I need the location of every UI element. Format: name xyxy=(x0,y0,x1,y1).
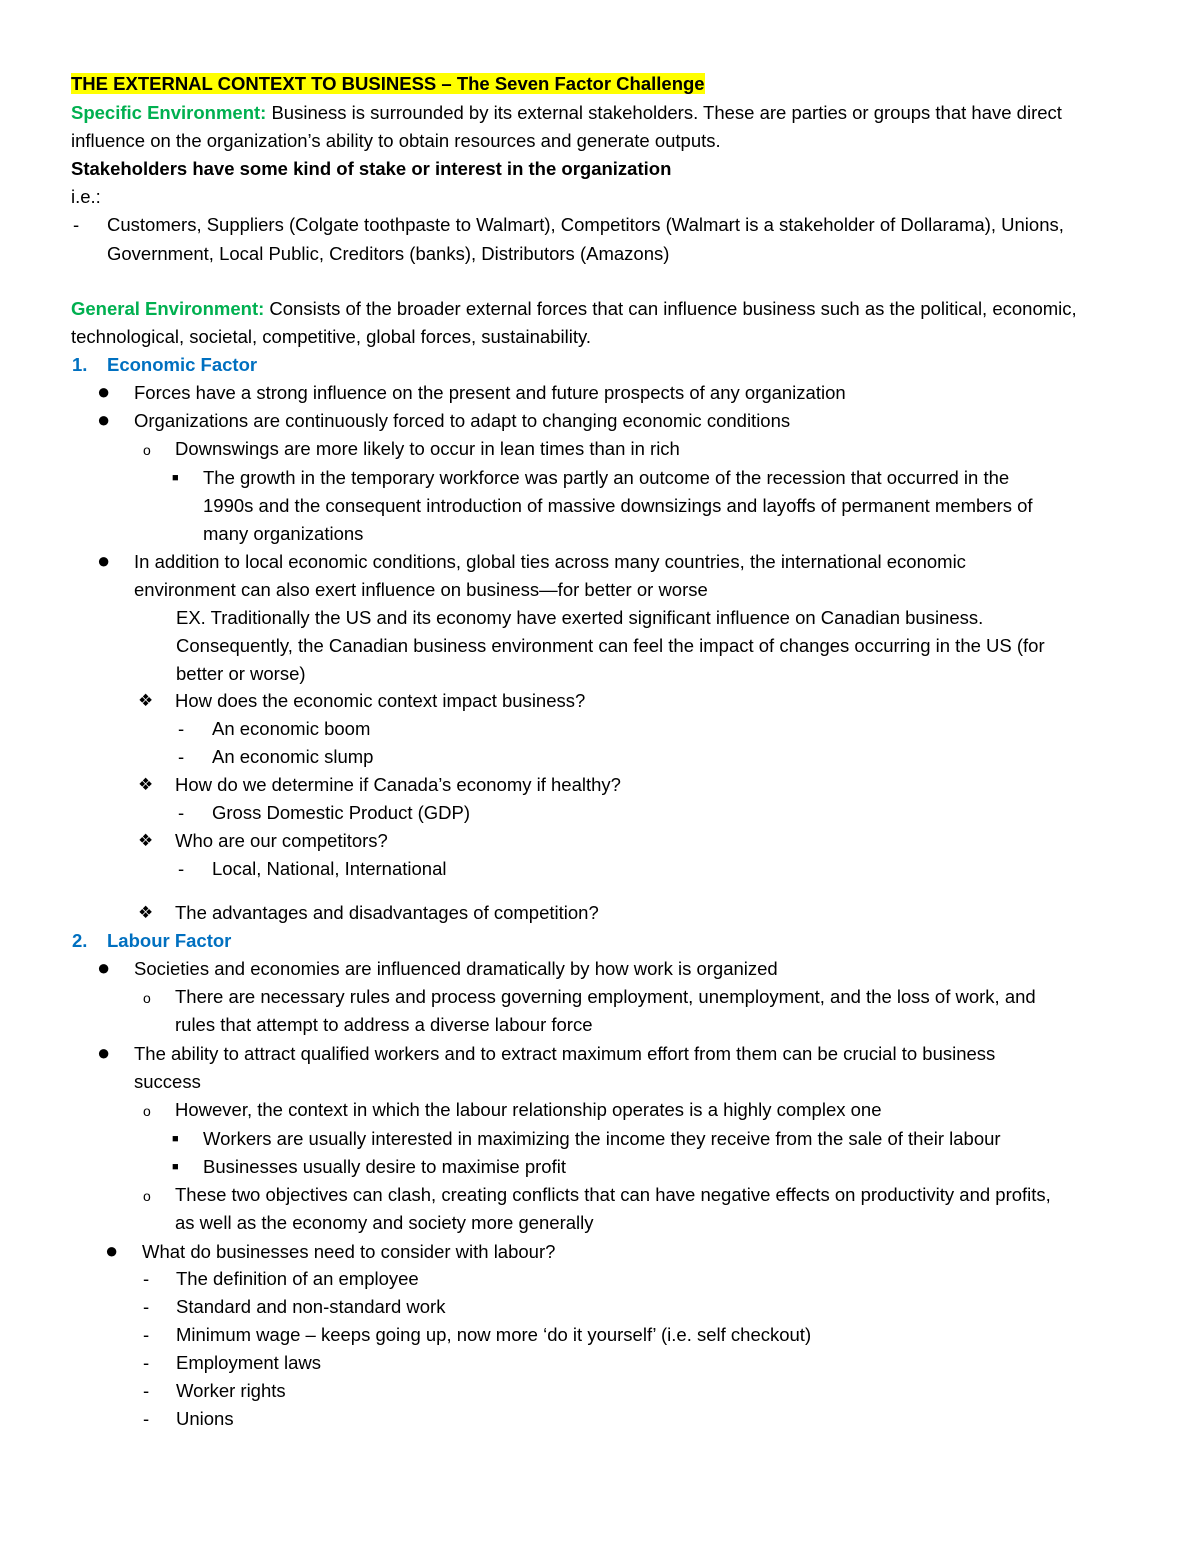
labour-consideration-item: The definition of an employee xyxy=(176,1268,419,1289)
ie-label: i.e.: xyxy=(71,186,101,207)
specific-environment-label: Specific Environment: xyxy=(71,102,267,123)
economic-bullet-1: Forces have a strong influence on the present and future prospects of any organization xyxy=(134,382,846,403)
example-line-2: Consequently, the Canadian business environment can feel the impact of changes occurring in the US (for xyxy=(176,635,1045,656)
answer-gdp: Gross Domestic Product (GDP) xyxy=(212,802,471,823)
labour-consideration-item: Worker rights xyxy=(176,1380,286,1401)
question-competition: The advantages and disadvantages of competition? xyxy=(175,902,599,923)
dash-marker: - xyxy=(143,1352,150,1373)
bullet-icon: ● xyxy=(105,1238,119,1263)
labour-bullet-3: What do businesses need to consider with labour? xyxy=(142,1241,556,1262)
labour-consideration-item: Employment laws xyxy=(176,1352,321,1373)
circle-bullet-icon: o xyxy=(143,990,151,1006)
square-bullet-icon: ■ xyxy=(172,1133,179,1145)
general-environment-line-1: General Environment: Consists of the broader external forces that can influence business such as the political, economic, xyxy=(71,298,1077,319)
general-environment-label: General Environment: xyxy=(71,298,265,319)
labour-sub-bullet-1-line-2: rules that attempt to address a diverse labour force xyxy=(175,1014,593,1035)
economic-detail-line-2: 1990s and the consequent introduction of massive downsizings and layoffs of permanent members of xyxy=(203,495,1033,516)
dash-marker: - xyxy=(143,1408,150,1429)
example-line-3: better or worse) xyxy=(176,663,306,684)
economic-sub-bullet-1: Downswings are more likely to occur in lean times than in rich xyxy=(175,438,680,459)
answer-economic-slump: An economic slump xyxy=(212,746,374,767)
labour-sub-bullet-3-line-1: These two objectives can clash, creating conflicts that can have negative effects on productivity and profits, xyxy=(175,1184,1051,1205)
bullet-icon: ● xyxy=(97,407,111,432)
question-competitors: Who are our competitors? xyxy=(175,830,388,851)
question-economy-healthy: How do we determine if Canada’s economy if healthy? xyxy=(175,774,621,795)
dash-marker: - xyxy=(178,746,185,767)
dash-marker: - xyxy=(143,1296,150,1317)
dash-marker: - xyxy=(143,1324,150,1345)
specific-environment-line-1: Specific Environment: Business is surrounded by its external stakeholders. These are parties or groups that have direct xyxy=(71,102,1062,123)
section-title-economic-factor: Economic Factor xyxy=(107,354,258,375)
economic-detail-line-1: The growth in the temporary workforce was partly an outcome of the recession that occurred in the xyxy=(203,467,1010,488)
bullet-icon: ● xyxy=(97,379,111,404)
circle-bullet-icon: o xyxy=(143,442,151,458)
document-title: THE EXTERNAL CONTEXT TO BUSINESS – The Seven Factor Challenge xyxy=(71,73,705,94)
section-number-2: 2. xyxy=(72,930,88,951)
stakeholder-list-line-1: Customers, Suppliers (Colgate toothpaste to Walmart), Competitors (Walmart is a stakeholder of Dollarama), Unions, xyxy=(107,214,1064,235)
dash-marker: - xyxy=(143,1268,150,1289)
labour-consideration-item: Standard and non-standard work xyxy=(176,1296,446,1317)
labour-consideration-item: Unions xyxy=(176,1408,234,1429)
labour-consideration-item: Minimum wage – keeps going up, now more ‘do it yourself’ (i.e. self checkout) xyxy=(176,1324,812,1345)
economic-detail-line-3: many organizations xyxy=(203,523,364,544)
square-bullet-icon: ■ xyxy=(172,1161,179,1173)
dash-marker: - xyxy=(178,858,185,879)
dash-marker: - xyxy=(178,718,185,739)
circle-bullet-icon: o xyxy=(143,1188,151,1204)
diamond-bullet-icon: ❖ xyxy=(138,691,154,710)
diamond-bullet-icon: ❖ xyxy=(138,903,154,922)
section-number-1: 1. xyxy=(72,354,88,375)
general-environment-line-2: technological, societal, competitive, global forces, sustainability. xyxy=(71,326,591,347)
labour-sub-bullet-3-line-2: as well as the economy and society more generally xyxy=(175,1212,594,1233)
labour-sub-bullet-1-line-1: There are necessary rules and process governing employment, unemployment, and the loss of work, and xyxy=(175,986,1036,1007)
example-line-1: EX. Traditionally the US and its economy have exerted significant influence on Canadian business. xyxy=(176,607,984,628)
section-title-labour-factor: Labour Factor xyxy=(107,930,232,951)
dash-marker: - xyxy=(178,802,185,823)
labour-sub-bullet-2: However, the context in which the labour relationship operates is a highly complex one xyxy=(175,1099,882,1120)
economic-bullet-3-line-1: In addition to local economic conditions, global ties across many countries, the international economic xyxy=(134,551,966,572)
answer-economic-boom: An economic boom xyxy=(212,718,371,739)
economic-bullet-3-line-2: environment can also exert influence on business—for better or worse xyxy=(134,579,708,600)
labour-bullet-2-line-1: The ability to attract qualified workers and to extract maximum effort from them can be crucial to business xyxy=(134,1043,996,1064)
bullet-icon: ● xyxy=(97,1040,111,1065)
answer-competitor-scope: Local, National, International xyxy=(212,858,447,879)
economic-bullet-2: Organizations are continuously forced to adapt to changing economic conditions xyxy=(134,410,791,431)
stakeholder-list-line-2: Government, Local Public, Creditors (banks), Distributors (Amazons) xyxy=(107,243,670,264)
labour-detail-businesses: Businesses usually desire to maximise profit xyxy=(203,1156,566,1177)
specific-environment-line-2: influence on the organization’s ability to obtain resources and generate outputs. xyxy=(71,130,721,151)
labour-bullet-2-line-2: success xyxy=(134,1071,201,1092)
diamond-bullet-icon: ❖ xyxy=(138,775,154,794)
dash-marker: - xyxy=(143,1380,150,1401)
bullet-icon: ● xyxy=(97,548,111,573)
square-bullet-icon: ■ xyxy=(172,472,179,484)
labour-bullet-1: Societies and economies are influenced dramatically by how work is organized xyxy=(134,958,778,979)
stakeholders-statement: Stakeholders have some kind of stake or interest in the organization xyxy=(71,158,672,179)
circle-bullet-icon: o xyxy=(143,1103,151,1119)
labour-detail-workers: Workers are usually interested in maximizing the income they receive from the sale of their labour xyxy=(203,1128,1001,1149)
dash-marker: - xyxy=(73,214,80,235)
bullet-icon: ● xyxy=(97,955,111,980)
question-economic-impact: How does the economic context impact business? xyxy=(175,690,586,711)
diamond-bullet-icon: ❖ xyxy=(138,831,154,850)
